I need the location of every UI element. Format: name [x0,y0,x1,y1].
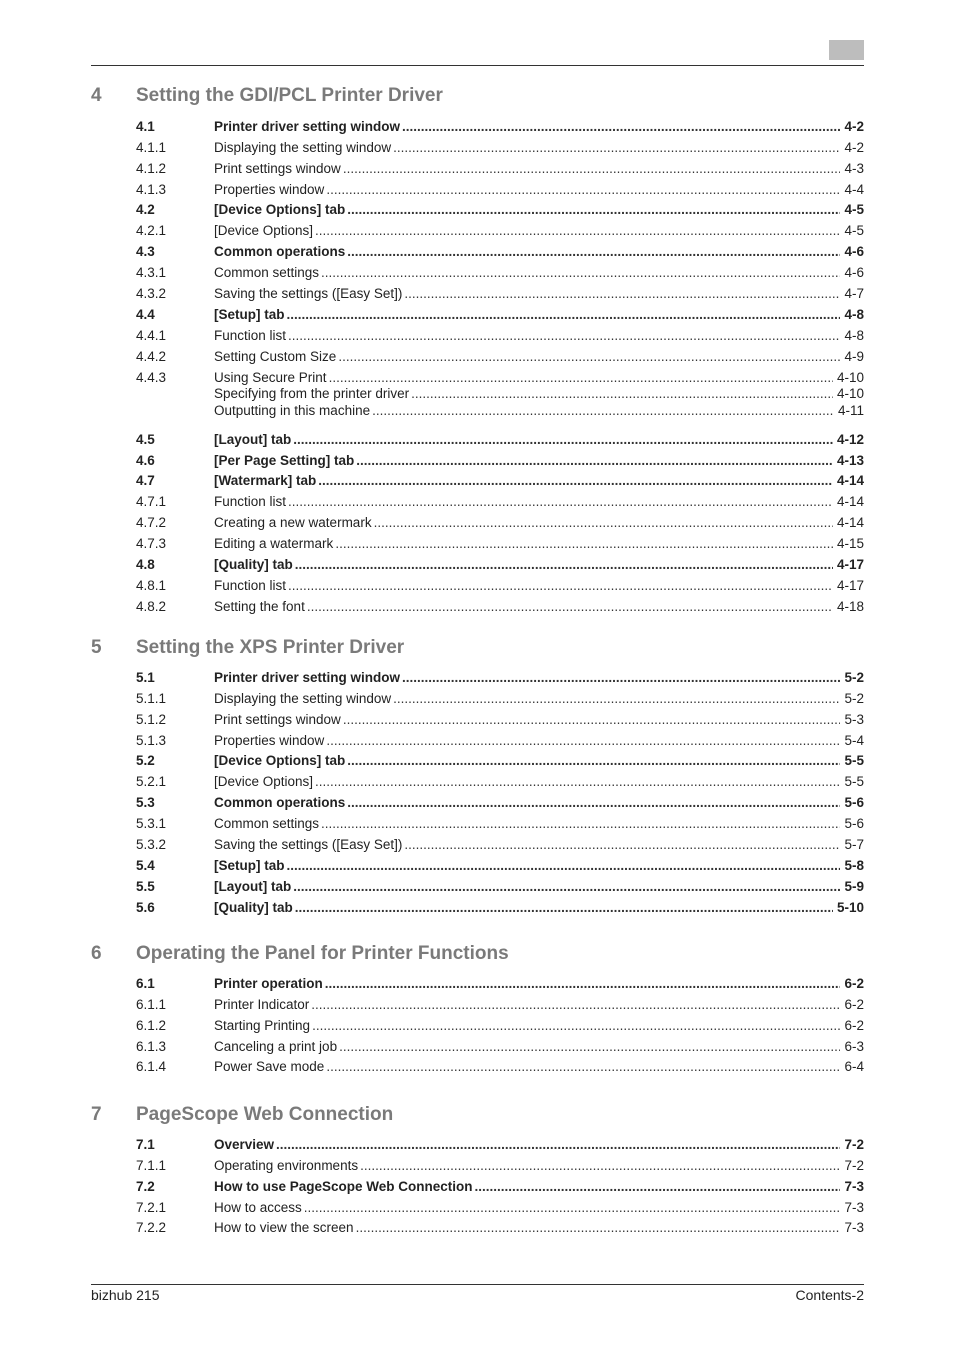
toc-entry-page: 5-6 [844,795,864,811]
toc-entry-title: Function list [214,494,287,510]
toc-entry-number: 7.1 [136,1136,155,1152]
toc-entry[interactable] [136,281,864,302]
chapter-number: 7 [91,1104,102,1125]
toc-entry[interactable] [136,177,864,198]
toc-entry-page: 4-6 [844,265,864,281]
toc-entry[interactable] [136,260,864,281]
toc-entry[interactable] [136,302,864,323]
toc-dot-leader [295,557,833,573]
toc-dot-leader [288,328,840,344]
toc-entry-number: 4.1.2 [136,160,167,176]
toc-entry-number: 4.7 [136,473,155,489]
toc-entry-number: 4.2 [136,202,155,218]
toc-entry[interactable] [136,218,864,239]
toc-entry-page: 6-4 [844,1059,864,1075]
toc-entry-number: 5.3.2 [136,837,167,853]
toc-entry[interactable] [136,728,864,749]
toc-entry-page: 4-7 [844,286,864,302]
toc-entry[interactable] [136,749,864,770]
chapter-number: 5 [91,637,102,658]
toc-entry-title: Print settings window [214,160,341,176]
toc-dot-leader [287,858,841,874]
toc-dot-leader [304,1200,841,1216]
toc-entry[interactable] [136,239,864,260]
toc-entry-number: 4.8 [136,557,155,572]
toc-entry-number: 6.1.2 [136,1017,167,1033]
toc-entry[interactable] [136,811,864,832]
toc-entry-title: Setting Custom Size [214,348,337,364]
toc-entry[interactable] [136,832,864,853]
toc-entry-page: 4-17 [836,577,864,593]
footer-product-name: bizhub 215 [91,1287,160,1303]
toc-entry[interactable] [136,1195,864,1216]
toc-dot-leader [475,1179,841,1195]
toc-entry-number: 5.1.1 [136,690,167,706]
toc-entry[interactable] [136,448,864,469]
toc-entry-number: 4.8.2 [136,598,167,614]
toc-entry-title: How to use PageScope Web Connection [214,1178,473,1194]
toc-dot-leader [347,753,840,769]
toc-entry-page: 4-17 [836,557,864,572]
toc-entry-title: [Per Page Setting] tab [214,452,355,468]
toc-dot-leader [329,370,833,386]
toc-entry-number: 5.2.1 [136,774,167,790]
toc-entry-title: Printer Indicator [214,996,310,1012]
toc-entry-page: 4-5 [844,223,864,239]
toc-dot-leader [295,900,833,916]
toc-dot-leader [347,795,840,811]
toc-dot-leader [347,244,840,260]
toc-entry-title: Saving the settings ([Easy Set]) [214,286,403,302]
toc-entry-title: Overview [214,1136,275,1152]
toc-entry-number: 4.3.1 [136,265,167,281]
toc-entry-number: 7.2.2 [136,1220,167,1236]
toc-entry-page: 4-2 [844,139,864,155]
toc-entry[interactable] [136,469,864,490]
toc-dot-leader [326,733,840,749]
toc-dot-leader [276,1137,840,1153]
toc-entry-page: 5-4 [844,732,864,748]
toc-entry-page: 4-8 [844,306,864,322]
toc-entry[interactable] [136,1013,864,1034]
toc-entry-page: 7-3 [844,1178,864,1194]
toc-entry[interactable] [136,386,864,403]
toc-entry-number: 5.5 [136,878,155,894]
toc-entry-number: 4.6 [136,452,155,468]
toc-entry-page: 5-5 [844,774,864,790]
toc-entry[interactable] [136,992,864,1013]
toc-entry-title: [Setup] tab [214,857,285,873]
toc-entry-title: [Layout] tab [214,878,292,894]
toc-entry-page: 5-10 [836,899,864,915]
toc-entry[interactable] [136,365,864,386]
toc-entry-page: 4-18 [836,598,864,614]
toc-entry-page: 4-11 [837,402,864,418]
toc-entry-number: 5.6 [136,899,155,915]
chapter-heading [91,84,443,108]
toc-entry[interactable] [136,686,864,707]
toc-entry-number: 4.4 [136,306,155,322]
toc-entry-page: 7-3 [844,1220,864,1236]
toc-dot-leader [347,202,840,218]
toc-entry-number: 4.7.2 [136,515,167,531]
toc-entry-page: 5-2 [844,669,864,685]
toc-dot-leader [343,712,841,728]
toc-entry[interactable] [136,156,864,177]
toc-entry-title: Displaying the setting window [214,690,392,706]
toc-dot-leader [356,1220,841,1236]
toc-entry[interactable] [136,198,864,219]
toc-dot-leader [404,286,840,302]
toc-entry-page: 4-8 [844,327,864,343]
toc-dot-leader [318,473,833,489]
toc-entry-title: Creating a new watermark [214,515,372,531]
toc-entry-title: Saving the settings ([Easy Set]) [214,837,403,853]
chapter-entries [136,665,864,916]
toc-entry-title: Outputting in this machine [214,402,371,418]
toc-entry-title: Common settings [214,816,320,832]
toc-entry[interactable] [136,114,864,135]
chapter-title: Setting the XPS Printer Driver [136,637,405,658]
toc-dot-leader [288,578,833,594]
toc-dot-leader [321,265,840,281]
toc-entry-title: Specifying from the printer driver [214,386,410,402]
chapter-entries [136,1132,864,1236]
toc-entry-number: 4.4.3 [136,369,167,385]
toc-entry-page: 6-2 [844,975,864,991]
toc-dot-leader [393,140,840,156]
toc-entry[interactable] [136,1216,864,1237]
toc-entry-title: [Quality] tab [214,557,293,572]
toc-entry[interactable] [136,665,864,686]
toc-entry[interactable] [136,1153,864,1174]
toc-dot-leader [307,599,833,615]
toc-entry-number: 4.8.1 [136,577,167,593]
toc-dot-leader [325,976,841,992]
toc-entry-page: 5-3 [844,711,864,727]
toc-entry-number: 6.1.3 [136,1038,167,1054]
toc-entry-title: [Device Options] [214,223,314,239]
toc-entry-number: 4.1.3 [136,181,167,197]
toc-entry-page: 6-2 [844,996,864,1012]
chapter-entries [136,971,864,1075]
chapter-heading [91,942,509,966]
toc-entry[interactable] [136,1034,864,1055]
toc-dot-leader [293,879,840,895]
toc-dot-leader [338,349,840,365]
toc-entry-page: 5-7 [844,837,864,853]
toc-entry-number: 5.1.3 [136,732,167,748]
footer-rule [91,1284,864,1285]
toc-entry-number: 5.4 [136,857,155,873]
toc-dot-leader [293,432,833,448]
toc-entry-title: Properties window [214,181,325,197]
toc-entry[interactable] [136,790,864,811]
toc-entry-page: 4-13 [836,452,864,468]
toc-entry-page: 4-6 [844,244,864,260]
toc-dot-leader [321,816,840,832]
toc-dot-leader [312,1018,840,1034]
toc-entry-title: [Layout] tab [214,431,292,447]
toc-entry-title: Common operations [214,244,346,260]
toc-entry-title: Printer driver setting window [214,118,401,134]
toc-entry-page: 7-2 [844,1157,864,1173]
toc-entry-number: 4.1.1 [136,139,167,155]
toc-entry-number: 4.3 [136,244,155,260]
toc-entry-title: Print settings window [214,711,341,727]
toc-entry-title: Common operations [214,795,346,811]
toc-entry-number: 4.2.1 [136,223,167,239]
toc-dot-leader [404,837,840,853]
toc-entry[interactable] [136,594,864,615]
toc-entry-title: Power Save mode [214,1059,325,1075]
chapter-number: 4 [91,85,102,106]
toc-entry[interactable] [136,707,864,728]
toc-entry[interactable] [136,427,864,448]
toc-entry-title: [Device Options] tab [214,202,346,218]
toc-dot-leader [393,691,840,707]
toc-entry-title: Function list [214,577,287,593]
toc-dot-leader [339,1039,840,1055]
toc-dot-leader [356,453,833,469]
toc-dot-leader [372,403,834,419]
chapter-entries [136,114,864,615]
toc-entry-title: Editing a watermark [214,536,334,552]
toc-entry[interactable] [136,1174,864,1195]
header-rule [91,65,864,66]
toc-dot-leader [326,182,840,198]
toc-entry-title: [Quality] tab [214,899,293,915]
toc-entry-number: 5.3 [136,795,155,811]
toc-dot-leader [402,119,840,135]
toc-entry[interactable] [136,344,864,365]
toc-entry-number: 4.7.3 [136,536,167,552]
toc-dot-leader [411,386,833,402]
toc-entry-title: [Device Options] tab [214,753,346,769]
chapter-number: 6 [91,943,102,964]
toc-entry-title: Canceling a print job [214,1038,338,1054]
toc-entry-title: Operating environments [214,1157,359,1173]
toc-entry[interactable] [136,552,864,573]
toc-entry[interactable] [136,1132,864,1153]
toc-entry[interactable] [136,323,864,344]
toc-entry-page: 4-10 [836,386,864,402]
toc-entry-title: How to view the screen [214,1220,354,1236]
toc-entry-page: 4-2 [844,118,864,134]
toc-entry-page: 7-2 [844,1136,864,1152]
toc-entry-page: 4-9 [844,348,864,364]
toc-entry-number: 5.3.1 [136,816,167,832]
chapter-heading [91,1103,393,1127]
toc-dot-leader [374,515,833,531]
toc-entry[interactable] [136,531,864,552]
toc-entry-title: [Device Options] [214,774,314,790]
toc-dot-leader [335,536,833,552]
toc-entry-number: 5.1 [136,669,155,685]
toc-dot-leader [315,774,840,790]
toc-entry-page: 4-12 [836,431,864,447]
toc-entry-page: 5-9 [844,878,864,894]
toc-entry-page: 4-10 [836,369,864,385]
toc-dot-leader [402,670,840,686]
toc-entry-number: 7.2.1 [136,1199,167,1215]
toc-entry[interactable] [136,402,864,419]
toc-entry-number: 7.1.1 [136,1157,167,1173]
toc-entry-number: 6.1 [136,975,155,991]
toc-entry-number: 4.3.2 [136,286,167,302]
toc-entry-page: 5-5 [844,753,864,769]
toc-entry-page: 6-3 [844,1038,864,1054]
toc-entry-title: Printer operation [214,975,323,991]
toc-entry-title: Common settings [214,265,320,281]
chapter-title: PageScope Web Connection [136,1104,394,1125]
toc-entry[interactable] [136,489,864,510]
toc-entry-number: 6.1.1 [136,996,167,1012]
toc-entry-title: Displaying the setting window [214,139,392,155]
toc-entry-title: Starting Printing [214,1017,311,1033]
toc-dot-leader [360,1158,840,1174]
toc-entry-title: [Watermark] tab [214,473,317,489]
toc-entry-title: Printer driver setting window [214,669,401,685]
toc-entry-page: 5-6 [844,816,864,832]
chapter-title: Setting the GDI/PCL Printer Driver [136,85,443,106]
chapter-title: Operating the Panel for Printer Functions [136,943,509,964]
toc-entry[interactable] [136,769,864,790]
toc-entry[interactable] [136,510,864,531]
toc-dot-leader [343,161,841,177]
toc-entry-title: Using Secure Print [214,369,327,385]
toc-entry-number: 6.1.4 [136,1059,167,1075]
page-header-marker [829,40,864,60]
toc-entry-page: 7-3 [844,1199,864,1215]
toc-entry-page: 4-14 [836,473,864,489]
toc-entry[interactable] [136,573,864,594]
toc-entry-page: 4-3 [844,160,864,176]
toc-dot-leader [326,1059,840,1075]
toc-entry[interactable] [136,853,864,874]
toc-entry-title: How to access [214,1199,302,1215]
toc-entry-number: 4.1 [136,118,155,134]
toc-entry-number: 4.4.2 [136,348,167,364]
toc-entry-number: 4.5 [136,431,155,447]
toc-entry-number: 5.2 [136,753,155,769]
toc-entry-number: 4.4.1 [136,327,167,343]
toc-entry-page: 6-2 [844,1017,864,1033]
toc-dot-leader [288,494,833,510]
toc-entry-title: Function list [214,327,287,343]
toc-entry[interactable] [136,874,864,895]
toc-entry-page: 4-5 [844,202,864,218]
toc-entry[interactable] [136,971,864,992]
toc-entry-title: Setting the font [214,598,305,614]
toc-entry-page: 5-2 [844,690,864,706]
toc-entry-title: Properties window [214,732,325,748]
toc-dot-leader [311,997,840,1013]
toc-entry[interactable] [136,1055,864,1076]
chapter-heading [91,636,404,660]
toc-entry-number: 5.1.2 [136,711,167,727]
toc-entry-page: 4-15 [836,536,864,552]
footer-page-number: Contents-2 [795,1287,864,1303]
toc-entry-page: 4-14 [836,515,864,531]
toc-dot-leader [315,223,840,239]
toc-entry-page: 4-4 [844,181,864,197]
toc-entry-title: [Setup] tab [214,306,285,322]
toc-entry[interactable] [136,895,864,916]
toc-entry-number: 4.7.1 [136,494,167,510]
toc-entry-number: 7.2 [136,1178,155,1194]
toc-entry[interactable] [136,135,864,156]
toc-entry-page: 5-8 [844,857,864,873]
toc-dot-leader [287,307,841,323]
toc-entry-page: 4-14 [836,494,864,510]
